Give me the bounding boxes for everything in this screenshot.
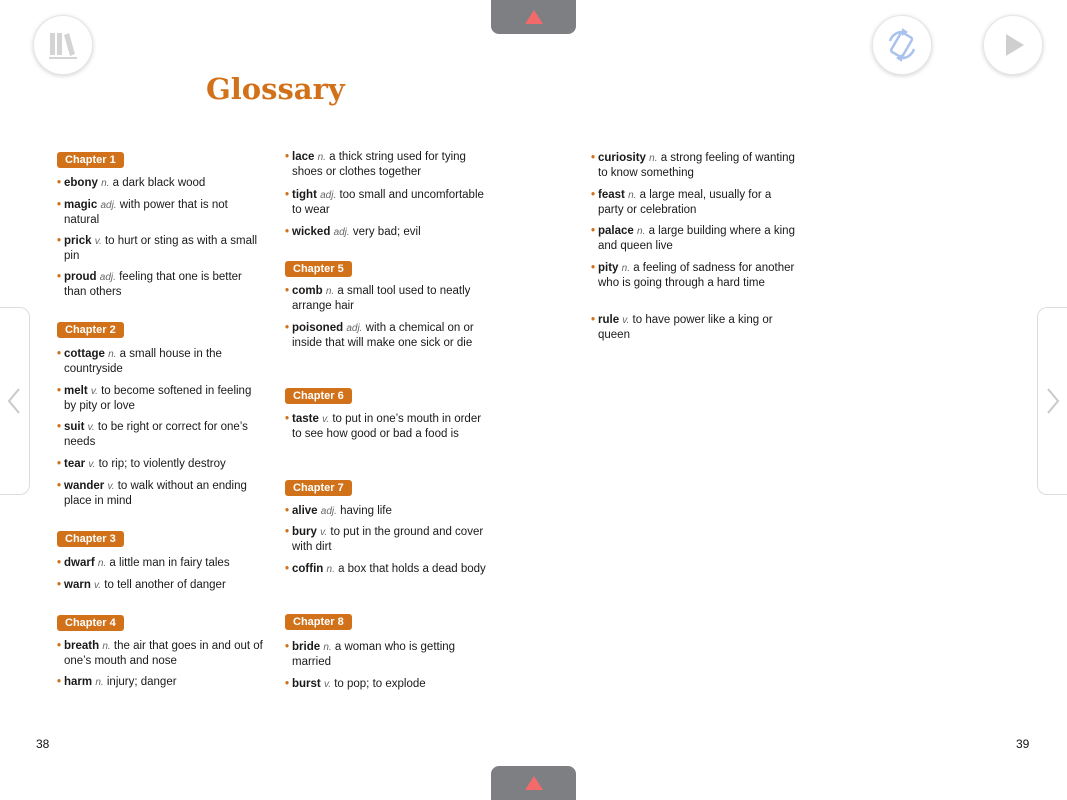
definition: a small tool used to neatly arrange hair <box>292 285 471 312</box>
glossary-word: tight <box>292 189 317 201</box>
definition: with power that is not natural <box>64 199 228 226</box>
glossary-entry <box>57 479 264 509</box>
bullet-icon: • <box>57 271 62 283</box>
chapter-label: Chapter 1 <box>57 152 124 168</box>
play-icon <box>998 30 1028 60</box>
bullet-icon: • <box>285 678 290 690</box>
glossary-entry <box>285 504 492 519</box>
bullet-icon: • <box>57 199 62 211</box>
chapter-label: Chapter 6 <box>285 388 352 404</box>
bullet-icon: • <box>285 151 290 163</box>
chevron-right-icon <box>1046 387 1060 415</box>
bullet-icon: • <box>57 557 62 569</box>
part-of-speech: n. <box>326 564 335 575</box>
definition: to have power like a king or queen <box>598 314 773 341</box>
part-of-speech: v. <box>323 679 331 690</box>
bullet-icon: • <box>591 262 596 274</box>
bullet-icon: • <box>591 314 596 326</box>
part-of-speech: n. <box>649 153 658 164</box>
glossary-word: bride <box>292 641 321 653</box>
bullet-icon: • <box>591 225 596 237</box>
triangle-up-icon <box>525 776 543 790</box>
bullet-icon: • <box>591 152 596 164</box>
glossary-word: melt <box>64 385 88 397</box>
glossary-entry <box>57 578 264 593</box>
part-of-speech: v. <box>320 527 328 538</box>
glossary-entry <box>57 270 264 300</box>
definition: feeling that one is better than others <box>64 271 242 298</box>
triangle-up-icon <box>525 10 543 24</box>
glossary-word: poisoned <box>292 322 344 334</box>
glossary-word: prick <box>64 235 92 247</box>
glossary-word: cottage <box>64 348 105 360</box>
library-icon <box>45 27 81 63</box>
glossary-word: dwarf <box>64 557 95 569</box>
chapter-label: Chapter 2 <box>57 322 124 338</box>
bullet-icon: • <box>57 348 62 360</box>
part-of-speech: v. <box>90 386 98 397</box>
chevron-left-icon <box>7 387 21 415</box>
part-of-speech: adj. <box>320 506 337 517</box>
glossary-word: proud <box>64 271 97 283</box>
glossary-entry <box>285 640 492 670</box>
page-number-left: 38 <box>36 737 50 751</box>
bullet-icon: • <box>57 640 62 652</box>
definition: to pop; to explode <box>334 678 426 690</box>
bullet-icon: • <box>285 226 290 238</box>
definition: a small house in the countryside <box>64 348 222 375</box>
glossary-word: palace <box>598 225 634 237</box>
bullet-icon: • <box>57 385 62 397</box>
glossary-word: ebony <box>64 177 98 189</box>
part-of-speech: adj. <box>100 200 117 211</box>
glossary-word: warn <box>64 579 91 591</box>
glossary-entry <box>57 198 264 228</box>
glossary-word: rule <box>598 314 620 326</box>
glossary-word: comb <box>292 285 323 297</box>
bullet-icon: • <box>57 579 62 591</box>
bullet-icon: • <box>57 676 62 688</box>
part-of-speech: n. <box>637 226 646 237</box>
glossary-entry <box>57 556 264 571</box>
chapter-label: Chapter 7 <box>285 480 352 496</box>
part-of-speech: n. <box>325 286 335 297</box>
part-of-speech: n. <box>102 641 111 652</box>
glossary-entry <box>57 675 264 690</box>
rotate-icon <box>882 25 922 65</box>
part-of-speech: v. <box>88 459 96 470</box>
glossary-word: alive <box>292 505 318 517</box>
definition: a large meal, usually for a party or celebration <box>598 189 772 216</box>
bullet-icon: • <box>285 189 290 201</box>
definition: a woman who is getting married <box>292 641 456 668</box>
glossary-word: wicked <box>292 226 331 238</box>
part-of-speech: n. <box>323 642 332 653</box>
definition: to hurt or sting as with a small pin <box>64 235 258 262</box>
glossary-word: magic <box>64 199 98 211</box>
glossary-entry <box>285 677 492 692</box>
top-pull-tab[interactable] <box>491 0 576 34</box>
definition: a box that holds a dead body <box>338 563 486 575</box>
part-of-speech: n. <box>101 178 110 189</box>
glossary-entry <box>285 412 492 442</box>
definition: with a chemical on or inside that will make one sick or die <box>292 322 474 349</box>
chapter-label: Chapter 3 <box>57 531 124 547</box>
chapter-label: Chapter 5 <box>285 261 352 277</box>
definition: to put in one’s mouth in order to see how good or bad a food is <box>292 413 482 440</box>
bullet-icon: • <box>285 641 290 653</box>
glossary-entry <box>285 225 492 240</box>
glossary-entry <box>57 347 264 377</box>
definition: too small and uncomfortable to wear <box>292 189 484 216</box>
definition: to be right or correct for one’s needs <box>64 421 248 448</box>
part-of-speech: v. <box>87 422 95 433</box>
glossary-entry <box>57 639 264 669</box>
definition: to walk without an ending place in mind <box>64 480 247 507</box>
glossary-entry <box>285 321 492 351</box>
bullet-icon: • <box>57 235 62 247</box>
chapter-label: Chapter 8 <box>285 614 352 630</box>
part-of-speech: v. <box>94 236 102 247</box>
glossary-entry <box>591 261 798 291</box>
definition: having life <box>340 505 392 517</box>
part-of-speech: n. <box>317 152 326 163</box>
glossary-entry <box>57 457 264 472</box>
bullet-icon: • <box>285 322 290 334</box>
glossary-entry <box>285 188 492 218</box>
part-of-speech: adj. <box>333 227 350 238</box>
definition: a feeling of sadness for another who is going through a hard time <box>598 262 795 289</box>
glossary-word: curiosity <box>598 152 646 164</box>
glossary-entry <box>57 176 264 191</box>
definition: to tell another of danger <box>104 579 226 591</box>
part-of-speech: v. <box>322 414 330 425</box>
glossary-word: coffin <box>292 563 324 575</box>
definition: a strong feeling of wanting to know something <box>598 152 795 179</box>
glossary-entry <box>285 525 492 555</box>
next-page-tab[interactable] <box>1037 307 1067 495</box>
previous-page-tab[interactable] <box>0 307 30 495</box>
glossary-word: lace <box>292 151 315 163</box>
bullet-icon: • <box>285 563 290 575</box>
glossary-word: wander <box>64 480 105 492</box>
bullet-icon: • <box>57 458 62 470</box>
part-of-speech: v. <box>94 580 102 591</box>
glossary-entry <box>591 151 798 181</box>
page-title: Glossary <box>206 72 345 106</box>
glossary-entry <box>57 384 264 414</box>
glossary-word: taste <box>292 413 319 425</box>
part-of-speech: adj. <box>99 272 116 283</box>
definition: to rip; to violently destroy <box>98 458 226 470</box>
glossary-word: feast <box>598 189 625 201</box>
glossary-entry <box>285 284 492 314</box>
bullet-icon: • <box>285 413 290 425</box>
glossary-word: suit <box>64 421 85 433</box>
part-of-speech: adj. <box>346 323 363 334</box>
glossary-word: bury <box>292 526 317 538</box>
part-of-speech: v. <box>622 315 630 326</box>
glossary-entry <box>591 188 798 218</box>
glossary-entry <box>591 224 798 254</box>
glossary-word: harm <box>64 676 93 688</box>
bullet-icon: • <box>285 505 290 517</box>
part-of-speech: v. <box>107 481 115 492</box>
glossary-word: tear <box>64 458 86 470</box>
part-of-speech: n. <box>95 677 104 688</box>
part-of-speech: n. <box>108 349 117 360</box>
glossary-word: pity <box>598 262 619 274</box>
page-number-right: 39 <box>1016 737 1030 751</box>
glossary-entry <box>57 234 264 264</box>
part-of-speech: n. <box>97 558 107 569</box>
bullet-icon: • <box>285 526 290 538</box>
glossary-entry <box>57 420 264 450</box>
definition: a little man in fairy tales <box>109 557 230 569</box>
definition: the air that goes in and out of one’s mouth and nose <box>64 640 263 667</box>
glossary-entry <box>285 150 492 180</box>
definition: to put in the ground and cover with dirt <box>292 526 484 553</box>
glossary-entry <box>591 313 798 343</box>
part-of-speech: adj. <box>320 190 337 201</box>
bullet-icon: • <box>285 285 290 297</box>
glossary-word: burst <box>292 678 321 690</box>
definition: a large building where a king and queen live <box>598 225 795 252</box>
bullet-icon: • <box>57 421 62 433</box>
rotate-button[interactable] <box>872 15 932 75</box>
bullet-icon: • <box>57 480 62 492</box>
part-of-speech: n. <box>621 263 630 274</box>
chapter-label: Chapter 4 <box>57 615 124 631</box>
bullet-icon: • <box>591 189 596 201</box>
definition: injury; danger <box>106 676 177 688</box>
bullet-icon: • <box>57 177 62 189</box>
definition: a thick string used for tying shoes or clothes together <box>292 151 466 178</box>
bottom-pull-tab[interactable] <box>491 766 576 800</box>
definition: a dark black wood <box>112 177 206 189</box>
definition: to become softened in feeling by pity or love <box>64 385 252 412</box>
library-button[interactable] <box>33 15 93 75</box>
play-button[interactable] <box>983 15 1043 75</box>
definition: very bad; evil <box>352 226 421 238</box>
part-of-speech: n. <box>628 190 637 201</box>
glossary-entry <box>285 562 492 577</box>
glossary-word: breath <box>64 640 100 652</box>
